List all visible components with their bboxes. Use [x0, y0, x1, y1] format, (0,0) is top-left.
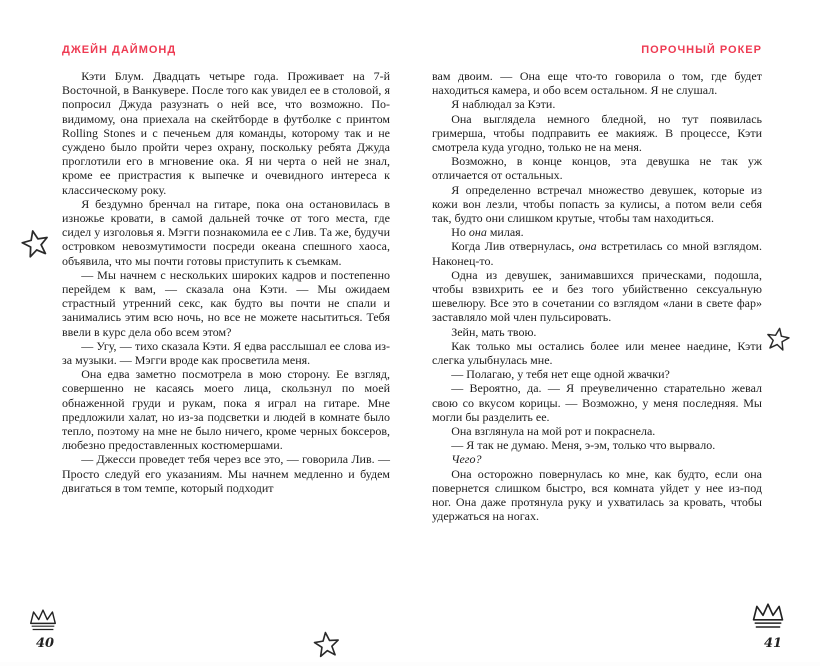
right-text-column [432, 69, 762, 524]
left-page-number: 40 [36, 636, 55, 651]
left-page [0, 0, 410, 662]
paragraph: Я наблюдал за Кэти. [451, 97, 556, 112]
paragraph: — Полагаю, у тебя нет еще одной жвачки? [451, 367, 670, 382]
paragraph: — Я так не думаю. Меня, э-эм, только что вырвало. [451, 438, 716, 453]
right-running-head: ПОРОЧНЫЙ РОКЕР [641, 44, 762, 56]
right-page [410, 0, 820, 662]
paragraph: — Мы начнем с нескольких широких кадров и постепенно перейдем к вам, — сказала она Кэти. — Мы ожидаем страстный утренний секс, как будто вы почти не спали и занимались этим всю ночь, но все не можете насытиться. Тебя ввели в курс дела обо всем этом? [62, 267, 390, 339]
paragraph: Я определенно встречал множество девушек, которые из кожи вон лезли, чтобы попасть за кулисы, а потом вели себя так, будто они слишком крутые, чтобы там находиться. [432, 182, 762, 226]
paragraph: вам двоим. — Она еще что-то говорила о том, где будет находиться камера, и обо всем остальном. Я не слушал. [432, 69, 762, 98]
left-text-column [62, 69, 390, 495]
paragraph: Кэти Блум. Двадцать четыре года. Проживает на 7-й Восточной, в Ванкувере. После того как увидел ее в столовой, я попросил Джуда разузнать о ней все, что возможно. По-видимому, она приехала на скейтборде в футболке с принтом Rolling Stones и с печеньем для команды, которому так и не суждено было пройти через охрану, поскольку ребята Джуда проглотили его в мгновение ока. Я ни черта о ней не знал, кроме ее пристрастия к выпечке и очевидного интереса к классическому року. [62, 69, 390, 197]
paragraph: — Вероятно, да. — Я преувеличенно старательно жевал свою со вкусом корицы. — Возможно, у меня последняя. Мы могли бы разделить ее. [432, 381, 762, 424]
left-running-head: ДЖЕЙН ДАЙМОНД [62, 44, 177, 56]
paragraph: Одна из девушек, занимавшихся прическами, подошла, чтобы взвихрить ее и без того убийственно сексуальную шевелюру. Все это в сочетании со взглядом «лани в свете фар» заставляло мой член пульсировать. [432, 267, 762, 325]
paragraph: Но она милая. [451, 225, 524, 240]
paragraph: Чего? [451, 452, 482, 467]
paragraph: Она выглядела немного бледной, но тут появилась гримерша, чтобы подправить ее макияж. В процессе, Кэти смотрела куда угодно, только не на меня. [432, 111, 762, 155]
paragraph: Когда Лив отвернулась, она встретилась со мной взглядом. Наконец-то. [432, 239, 762, 268]
paragraph: Она едва заметно посмотрела в мою сторону. Ее взгляд, совершенно не касаясь моего лица, скользнул по моей обнаженной груди и рукам, пока я играл на гитаре. Мне предложили халат, но из-за подсветки и людей в комнате было тепло, поэтому на мне не было ничего, кроме черных боксеров, любезно предоставленных костюмершами. [62, 367, 390, 453]
right-page-number: 41 [764, 636, 783, 651]
paragraph: — Джесси проведет тебя через все это, — говорила Лив. — Просто следуй его указаниям. Мы начнем медленно и будем двигаться в том темпе, который подходит [62, 452, 390, 495]
paragraph: — Угу, — тихо сказала Кэти. Я едва расслышал ее слова из-за музыки. — Мэгги вроде как просветила меня. [62, 338, 390, 368]
paragraph: Зейн, мать твою. [451, 324, 537, 339]
paragraph: Как только мы остались более или менее наедине, Кэти слегка улыбнулась мне. [432, 338, 762, 368]
paragraph: Возможно, в конце концов, эта девушка не так уж отличается от остальных. [432, 154, 762, 183]
paragraph: Она взглянула на мой рот и покраснела. [451, 424, 656, 439]
paragraph: Она осторожно повернулась ко мне, как будто, если она повернется слишком быстро, вся комната уйдет у нее из-под ног. Она даже протянула руку и ухватилась за кровать, чтобы удержаться на ногах. [432, 466, 762, 524]
paragraph: Я бездумно бренчал на гитаре, пока она остановилась в изножье кровати, в самой дальней точке от того места, где сидел у изголовья я. Мэгги познакомила ее с Лив. Та же, будучи островком невозмутимости посреди океана спешного хаоса, объявила, что мы почти готовы приступить к съемкам. [62, 196, 390, 268]
